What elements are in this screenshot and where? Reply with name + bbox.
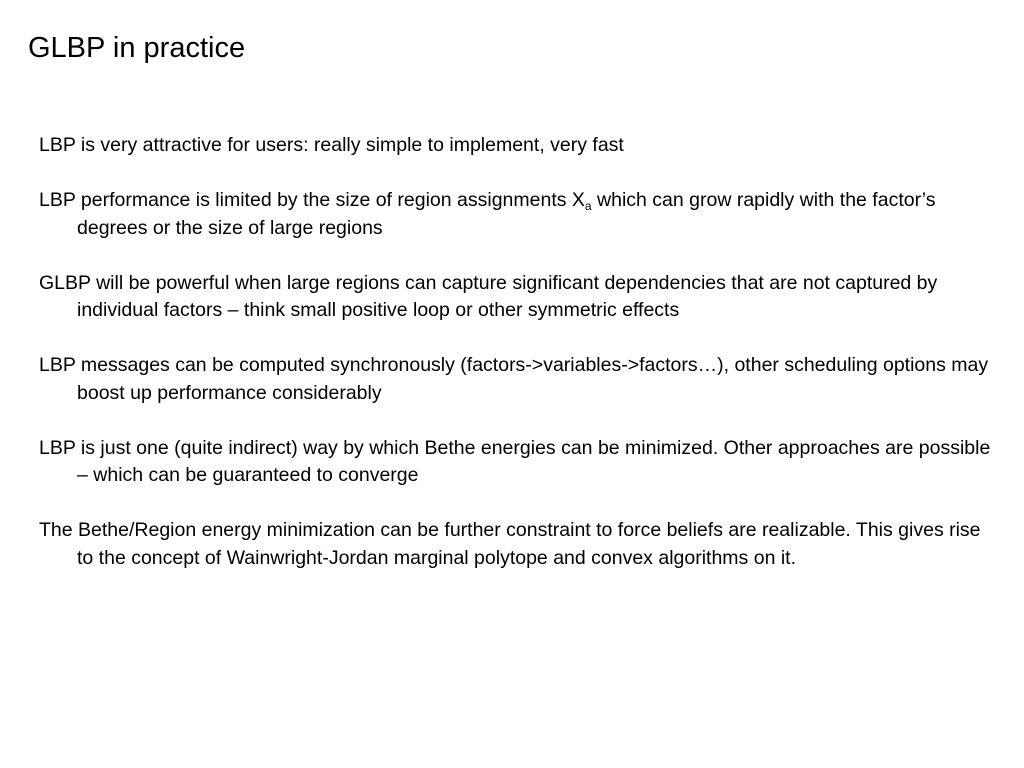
bullet-text: LBP is very attractive for users: really simple to implement, very fast (39, 134, 624, 156)
bullet-item (39, 517, 999, 572)
bullet-text: LBP messages can be computed synchronously (factors->variables->factors…), other scheduling options may boost up performance considerably (39, 354, 989, 404)
bullet-item (39, 435, 999, 490)
bullet-text: GLBP will be powerful when large regions can capture significant dependencies that are not captured by individual factors – think small positive loop or other symmetric effects (39, 271, 938, 321)
subscript: a (584, 199, 592, 213)
bullet-text-before: LBP performance is limited by the size of region assignments X (39, 189, 585, 211)
bullet-item (39, 132, 999, 160)
slide-title: GLBP in practice (28, 32, 246, 64)
bullet-item (39, 270, 999, 325)
bullet-item (39, 352, 999, 407)
bullet-text-after: which can grow rapidly with the factor’s degrees or the size of large regions (77, 189, 936, 239)
bullet-text: LBP is just one (quite indirect) way by which Bethe energies can be minimized. Other approaches are possible – which can be guaranteed to converge (39, 436, 991, 486)
bullet-text: The Bethe/Region energy minimization can be further constraint to force beliefs are realizable. This gives rise to the concept of Wainwright-Jordan marginal polytope and convex algorithms on it. (39, 519, 981, 569)
bullet-list (39, 132, 999, 600)
bullet-item (39, 187, 999, 242)
